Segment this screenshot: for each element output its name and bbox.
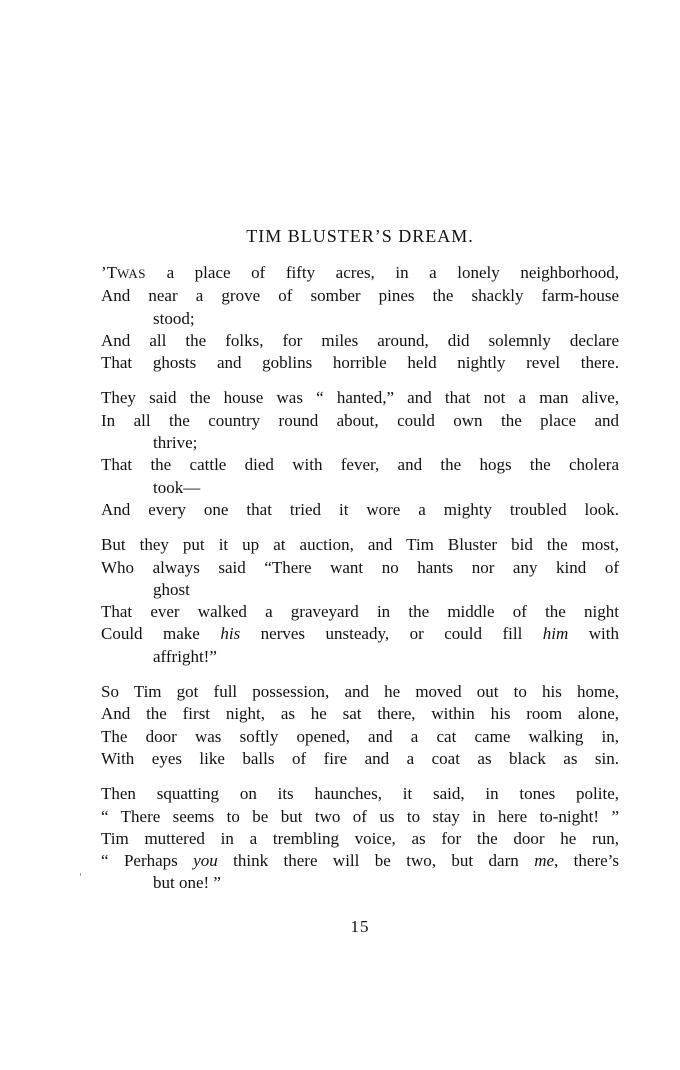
italic-word: his	[220, 624, 241, 644]
poem-line: The door was softly opened, and a cat came walking in,	[101, 726, 619, 746]
poem-line: But they put it up at auction, and Tim Bluster bid the most,	[101, 535, 619, 555]
stanza-4	[101, 681, 619, 770]
poem-line-continuation: ghost	[153, 579, 190, 599]
poem-line: Tim muttered in a trembling voice, as for the door he run,	[101, 828, 619, 848]
poem-line: Then squatting on its haunches, it said, in tones polite,	[101, 784, 619, 804]
poem-line: In all the country round about, could own the place and	[101, 410, 619, 430]
poem-line: That ever walked a graveyard in the middle of the night	[101, 602, 619, 622]
poem-line: With eyes like balls of fire and a coat as black as sin.	[101, 748, 619, 768]
poem-line: “ There seems to be but two of us to stay in here to-night! ”	[101, 806, 619, 826]
italic-word: you	[193, 851, 218, 871]
poem-line: That the cattle died with fever, and the hogs the cholera	[101, 455, 619, 475]
poem-line: And every one that tried it wore a mighty troubled look.	[101, 499, 619, 519]
italic-word: me	[534, 851, 555, 871]
page-number: 15	[350, 917, 370, 936]
poem-line: Who always said “There want no hants nor any kind of	[101, 557, 619, 577]
poem-line: Could make his nerves unsteady, or could fill him with	[101, 624, 619, 644]
poem-line: And all the folks, for miles around, did solemnly declare	[101, 330, 619, 350]
poem-line: And the first night, as he sat there, within his room alone,	[101, 704, 619, 724]
poem-line: And near a grove of somber pines the shackly farm-house	[101, 286, 619, 306]
poem-line-continuation: stood;	[153, 308, 195, 328]
stanza-5	[101, 783, 619, 894]
poem-line: ’TWAS a place of fifty acres, in a lonely neighborhood,	[101, 263, 619, 282]
poem-line-continuation: took—	[153, 477, 201, 497]
italic-word: him	[542, 624, 569, 644]
stanza-3	[101, 534, 619, 668]
poem-line: “ Perhaps you think there will be two, but darn me, there’s	[101, 851, 619, 871]
poem-line: They said the house was “ hanted,” and that not a man alive,	[101, 388, 619, 408]
poem-line-continuation: thrive;	[153, 433, 198, 453]
print-speck	[80, 873, 81, 876]
poem-line: That ghosts and goblins horrible held nightly revel there.	[101, 353, 619, 373]
stanza-2	[101, 387, 619, 521]
poem-body	[101, 262, 619, 908]
poem-title: TIM BLUSTER’S DREAM.	[246, 226, 474, 246]
stanza-1	[101, 262, 619, 374]
poem-line-continuation: affright!”	[153, 646, 217, 666]
poem-line-continuation: but one! ”	[153, 873, 221, 893]
poem-line: So Tim got full possession, and he moved out to his home,	[101, 682, 619, 702]
